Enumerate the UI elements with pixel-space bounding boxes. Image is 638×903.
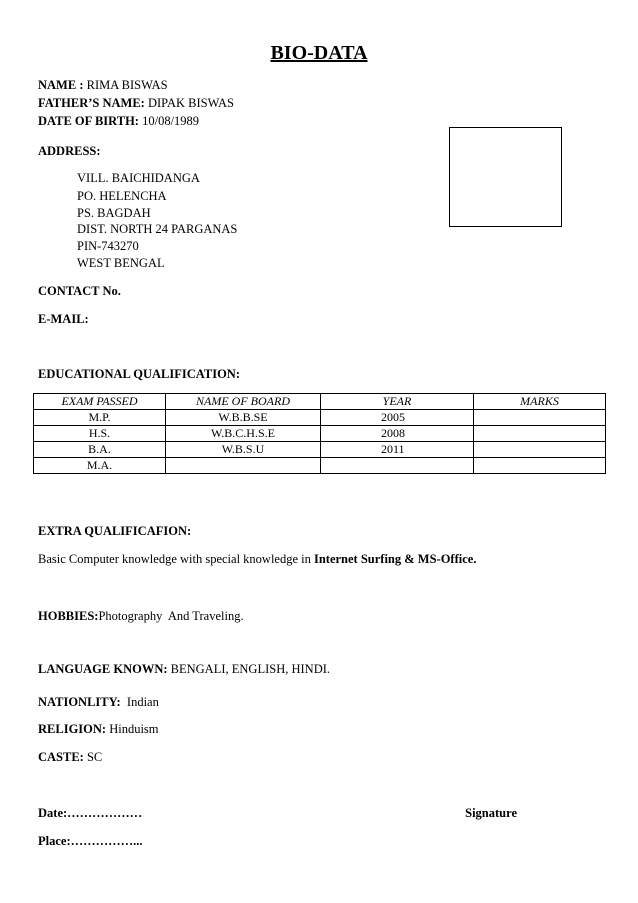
table-cell: H.S. [34, 426, 166, 442]
nationality-line [38, 695, 159, 710]
table-cell [474, 458, 606, 474]
table-cell [474, 410, 606, 426]
signature-label: Signature [465, 806, 517, 820]
table-cell: 2005 [321, 410, 474, 426]
table-cell: W.B.C.H.S.E [166, 426, 321, 442]
address-line: VILL. BAICHIDANGA [77, 171, 200, 185]
name-label: NAME : [38, 78, 84, 92]
extra-qualification-text: Basic Computer knowledge with special knowledge in Internet Surfing & MS-Office. [38, 552, 477, 566]
dob-label: DATE OF BIRTH: [38, 114, 139, 128]
table-cell: W.B.B.SE [166, 410, 321, 426]
table-cell [321, 458, 474, 474]
education-label: EDUCATIONAL QUALIFICATION: [38, 367, 240, 381]
caste-label: CASTE: [38, 750, 84, 764]
father-value: DIPAK BISWAS [144, 96, 234, 110]
address-line: WEST BENGAL [77, 256, 165, 270]
father-label: FATHER’S NAME: [38, 96, 145, 110]
column-header: MARKS [474, 394, 606, 410]
address-line: PIN-743270 [77, 239, 139, 253]
table-cell [166, 458, 321, 474]
table-row [34, 426, 606, 442]
table-cell: B.A. [34, 442, 166, 458]
place-label: Place:……………... [38, 834, 143, 848]
name-value: RIMA BISWAS [83, 78, 168, 92]
address-line: DIST. NORTH 24 PARGANAS [77, 222, 238, 236]
religion-line [38, 722, 159, 737]
table-cell: 2008 [321, 426, 474, 442]
language-value: BENGALI, ENGLISH, HINDI. [167, 662, 331, 676]
nationality-label: NATIONLITY: [38, 695, 121, 709]
table-cell: W.B.S.U [166, 442, 321, 458]
table-cell: 2011 [321, 442, 474, 458]
table-cell [474, 426, 606, 442]
extra-qualification-label: EXTRA QUALIFICAFION: [38, 524, 192, 538]
column-header: NAME OF BOARD [166, 394, 321, 410]
name-line [38, 78, 168, 93]
language-line [38, 662, 330, 677]
date-label: Date:……………… [38, 806, 143, 820]
hobbies-value: Photography And Traveling. [98, 609, 244, 623]
dob-value: 10/08/1989 [138, 114, 200, 128]
caste-value: SC [83, 750, 103, 764]
dob-line [38, 114, 199, 129]
table-row [34, 410, 606, 426]
address-label: ADDRESS: [38, 144, 101, 158]
column-header: YEAR [321, 394, 474, 410]
address-line: PO. HELENCHA [77, 189, 167, 203]
email-label: E-MAIL: [38, 312, 89, 326]
table-header-row [34, 394, 606, 410]
caste-line [38, 750, 102, 765]
language-label: LANGUAGE KNOWN: [38, 662, 168, 676]
table-cell: M.A. [34, 458, 166, 474]
table-row [34, 458, 606, 474]
religion-label: RELIGION: [38, 722, 107, 736]
table-row [34, 442, 606, 458]
table-cell [474, 442, 606, 458]
hobbies-label: HOBBIES: [38, 609, 99, 623]
address-line: PS. BAGDAH [77, 206, 151, 220]
table-cell: M.P. [34, 410, 166, 426]
nationality-value: Indian [120, 695, 159, 709]
column-header: EXAM PASSED [34, 394, 166, 410]
father-line [38, 96, 234, 111]
education-table [33, 393, 606, 474]
contact-label: CONTACT No. [38, 284, 121, 298]
religion-value: Hinduism [106, 722, 159, 736]
hobbies-line [38, 609, 244, 624]
photo-placeholder [449, 127, 562, 227]
page-title: BIO-DATA [270, 42, 368, 64]
